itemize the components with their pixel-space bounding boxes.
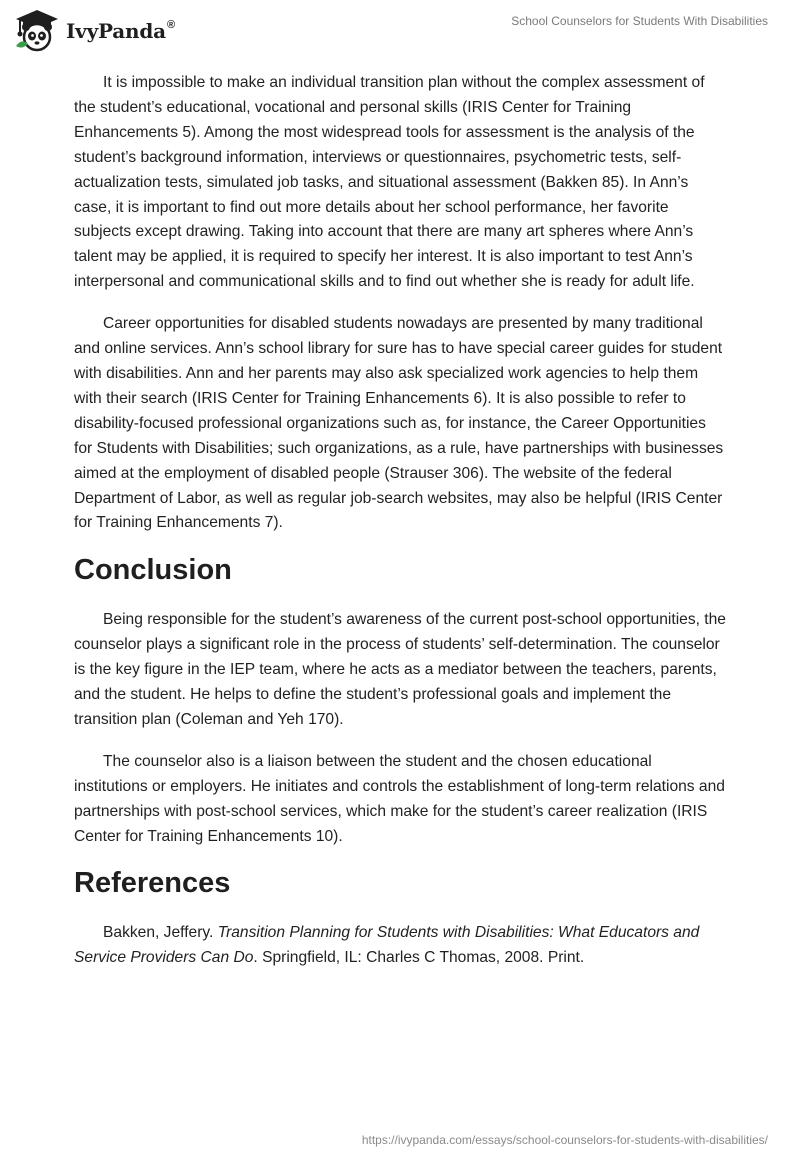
- reference-title: Transition Planning for Students with Disabilities: What Educators and Service Providers Can Do: [74, 924, 700, 967]
- document-title: School Counselors for Students With Disabilities: [511, 14, 768, 28]
- paragraph: The counselor also is a liaison between the student and the chosen educational institutions or employers. He initiates and controls the establishment of long-term relations and partnerships with post-school services, which make for the student’s career realization (IRIS Center for Training Enhancements 10).: [74, 752, 725, 845]
- heading-conclusion: Conclusion: [74, 554, 232, 587]
- essay-content: [74, 71, 726, 988]
- heading-references: References: [74, 867, 231, 900]
- paragraph: Being responsible for the student’s awareness of the current post-school opportunities, the counselor plays a significant role in the process of students’ self-determination. The counselor is the key figure in the IEP team, where he acts as a mediator between the teachers, parents, and the student. He helps to define the student’s professional goals and implement the transition plan (Coleman and Yeh 170).: [74, 611, 726, 728]
- logo[interactable]: [14, 8, 175, 52]
- brand-name: IvyPanda®: [66, 19, 175, 43]
- page-header: [0, 0, 800, 60]
- paragraph: Career opportunities for disabled students nowadays are presented by many traditional and online services. Ann’s school library for sure has to have special career guides for student with disabilities. Ann and her parents may also ask specialized work agencies to help them with their search (IRIS Center for Training Enhancements 6). It is also possible to refer to disability-focused professional organizations such as, for instance, the Career Opportunities for Students with Disabilities; such organizations, as a rule, have partnerships with businesses aimed at the employment of disabled people (Strauser 306). The website of the federal Department of Labor, as well as regular job-search websites, may also be helpful (IRIS Center for Training Enhancements 7).: [74, 315, 724, 532]
- panda-logo-icon: [14, 8, 60, 52]
- reference-publisher: . Springfield, IL: Charles C Thomas, 2008. Print.: [253, 949, 585, 967]
- reference-entry: [74, 921, 726, 971]
- paragraph: It is impossible to make an individual transition plan without the complex assessment of the student’s educational, vocational and personal skills (IRIS Center for Training Enhancements 5). Among the most widespread tools for assessment is the analysis of the student’s background information, interviews or questionnaires, psychometric tests, self-actualization tests, simulated job tasks, and situational assessment (Bakken 85). In Ann’s case, it is important to find out more details about her school performance, her favorite subjects except drawing. Taking into account that there are many art spheres where Ann’s talent may be applied, it is required to specify her interest. It is also important to test Ann’s interpersonal and communicational skills and to find out whether she is ready for adult life.: [74, 74, 705, 291]
- reference-author: Bakken, Jeffery.: [103, 924, 218, 942]
- source-url[interactable]: https://ivypanda.com/essays/school-counselors-for-students-with-disabilities/: [361, 1133, 768, 1147]
